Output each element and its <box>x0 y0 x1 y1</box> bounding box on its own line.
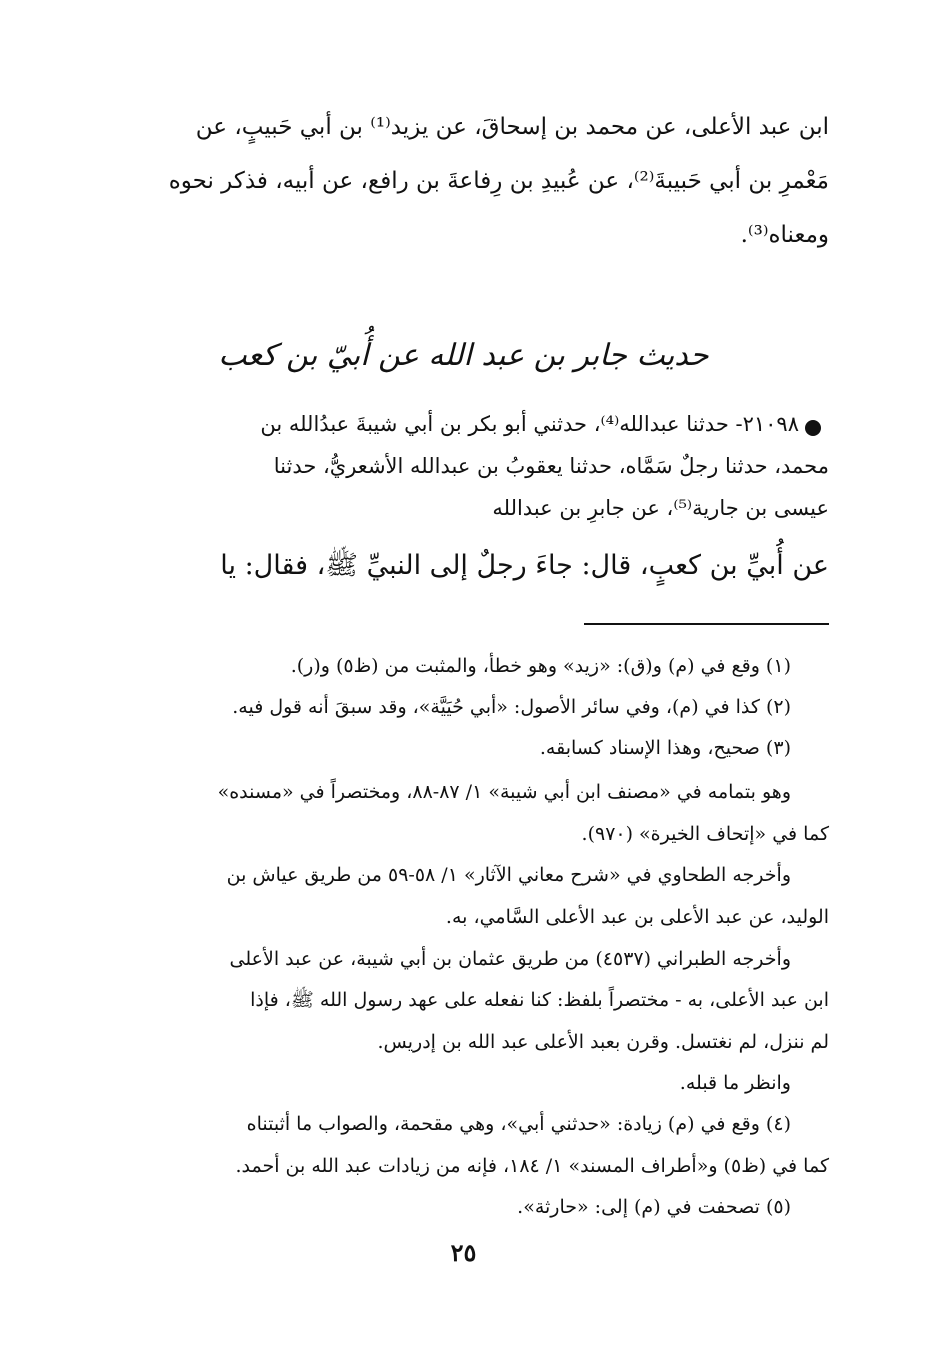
bullet-icon <box>805 420 821 436</box>
top-paragraph-line-1: ابن عبد الأعلى، عن محمد بن إسحاقَ، عن يزيد⁽¹⁾ بن أبي حَبيبٍ، عن <box>195 114 829 140</box>
footnote-line-12: (٤) وقع في (م) زيادة: «حدثني أبي»، وهي مقحمة، والصواب ما أثبتناه <box>246 1113 791 1135</box>
footnote-line-2: (٢) كذا في (م)، وفي سائر الأصول: «أبي حُيَيَّة»، وقد سبقَ أنه قول فيه. <box>232 696 791 718</box>
hadith-matn-line: عن أُبيِّ بن كعبٍ، قال: جاءَ رجلٌ إلى النبيِّ ﷺ، فقال: يا <box>220 550 829 581</box>
hadith-line-2: محمد، حدثنا رجلٌ سَمَّاه، حدثنا يعقوبُ بن عبدالله الأشعريُّ، حدثنا <box>273 454 829 478</box>
top-paragraph-line-2: مَعْمرِ بن أبي حَبيبةَ⁽²⁾، عن عُبيدِ بن رِفاعةَ بن رافع، عن أبيه، فذكر نحوه <box>168 168 829 194</box>
hadith-line-3: عيسى بن جارية⁽⁵⁾، عن جابرِ بن عبدالله <box>492 496 829 520</box>
page-number: ٢٥ <box>450 1238 477 1267</box>
footnote-line-10: لم ننزل، لم نغتسل. وقرن بعبد الأعلى عبد الله بن إدريس. <box>377 1031 829 1053</box>
top-paragraph-line-3: ومعناه⁽³⁾. <box>740 222 829 248</box>
footnote-separator <box>584 623 829 625</box>
footnote-line-7: الوليد، عن عبد الأعلى بن عبد الأعلى السَّامي، به. <box>445 906 829 928</box>
hadith-line-1: ٢١٠٩٨- حدثنا عبدالله⁽⁴⁾، حدثني أبو بكر بن أبي شيبةَ عبدُالله بن <box>260 412 799 436</box>
footnote-line-4: وهو بتمامه في «مصنف ابن أبي شيبة» ١/ ٨٧-٨٨، ومختصراً في «مسنده» <box>217 781 791 803</box>
footnote-line-6: وأخرجه الطحاوي في «شرح معاني الآثار» ١/ ٥٨-٥٩ من طريق عياش بن <box>226 864 791 886</box>
footnote-line-14: (٥) تصحفت في (م) إلى: «حارثة». <box>517 1196 791 1218</box>
footnote-line-13: كما في (ظ٥) و«أطراف المسند» ١/ ١٨٤، فإنه من زيادات عبد الله بن أحمد. <box>235 1155 829 1177</box>
footnote-line-8: وأخرجه الطبراني (٤٥٣٧) من طريق عثمان بن أبي شيبة، عن عبد الأعلى <box>229 948 791 970</box>
footnote-line-9: ابن عبد الأعلى، به - مختصراً بلفظ: كنا نفعله على عهد رسول الله ﷺ، فإذا <box>250 989 829 1011</box>
footnote-line-1: (١) وقع في (م) و(ق): «زيد» وهو خطأ، والمثبت من (ظ٥) و(ر). <box>290 655 791 677</box>
footnote-line-11: وانظر ما قبله. <box>679 1072 791 1094</box>
footnote-line-5: كما في «إتحاف الخيرة» (٩٧٠). <box>581 823 829 845</box>
section-heading: حديث جابر بن عبد الله عن أُبيّ بن كعب <box>218 338 709 373</box>
footnote-line-3: (٣) صحيح، وهذا الإسناد كسابقه. <box>539 737 791 759</box>
